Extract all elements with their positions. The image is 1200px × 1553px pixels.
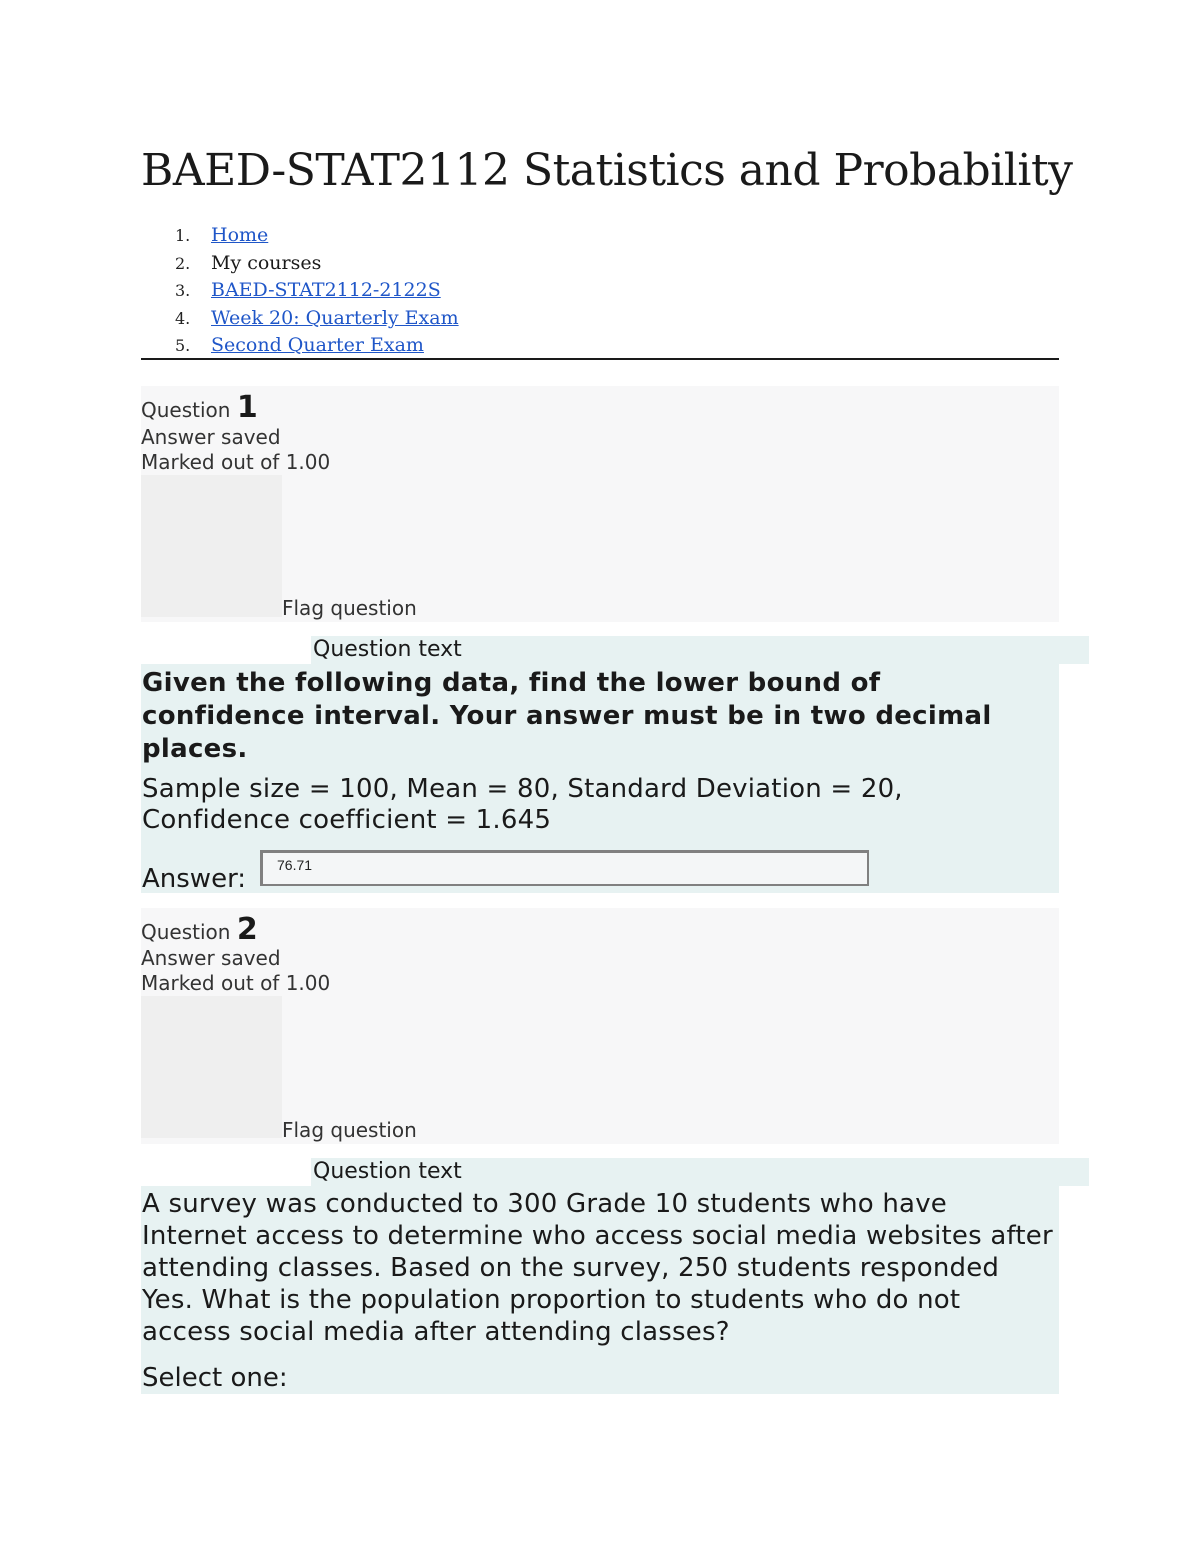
question-1-data: Sample size = 100, Mean = 80, Standard Deviation = 20, Confidence coefficient = 1.645: [142, 774, 903, 835]
breadcrumb-number: 4.: [175, 309, 191, 328]
breadcrumb-item-week: [141, 305, 459, 332]
breadcrumb-number: 5.: [175, 336, 191, 355]
question-grade: Marked out of 1.00: [141, 450, 331, 474]
question-text-label: Question text: [311, 636, 1089, 664]
breadcrumb-item-exam: [141, 332, 424, 359]
question-state: Answer saved: [141, 946, 281, 970]
question-text-label: Question text: [311, 1158, 1089, 1186]
page-title: BAED-STAT2112 Statistics and Probability: [141, 145, 1073, 196]
question-number-value: 2: [236, 912, 258, 947]
my-courses-label: My courses: [211, 252, 322, 274]
flag-question-link[interactable]: Flag question: [282, 1118, 417, 1142]
breadcrumb-item-home: [141, 222, 268, 249]
question-1-heading: Given the following data, find the lower bound of confidence interval. Your answer must be in two decimal places.: [142, 668, 992, 764]
flag-icon[interactable]: [141, 475, 282, 617]
question-prefix: Question: [141, 920, 231, 944]
flag-icon[interactable]: [141, 996, 282, 1138]
exam-link[interactable]: Second Quarter Exam: [211, 334, 424, 356]
breadcrumb-number: 2.: [175, 254, 191, 273]
question-2-content: [141, 1186, 1059, 1394]
breadcrumb: [141, 222, 1059, 360]
question-number: [141, 390, 258, 425]
question-2-text: A survey was conducted to 300 Grade 10 students who have Internet access to determine who access social media websites after attending classes. Based on the survey, 250 students responded Yes. What is the population proportion to students who do not access social media after attending classes?: [142, 1189, 1053, 1347]
question-grade: Marked out of 1.00: [141, 971, 331, 995]
course-link[interactable]: BAED-STAT2112-2122S: [211, 279, 441, 301]
answer-label: Answer:: [142, 864, 247, 894]
flag-question-link[interactable]: Flag question: [282, 596, 417, 620]
question-2-info: [141, 908, 1059, 1144]
breadcrumb-item-course: [141, 277, 441, 304]
question-number-value: 1: [236, 390, 258, 425]
answer-input[interactable]: 76.71: [260, 850, 869, 886]
select-one-label: Select one:: [142, 1363, 288, 1393]
breadcrumb-item-my-courses: [141, 250, 321, 277]
week-link[interactable]: Week 20: Quarterly Exam: [211, 307, 459, 329]
question-state: Answer saved: [141, 425, 281, 449]
question-1-content: [141, 664, 1059, 893]
breadcrumb-number: 1.: [175, 226, 191, 245]
question-1-info: [141, 386, 1059, 622]
question-number: [141, 912, 258, 947]
breadcrumb-number: 3.: [175, 281, 191, 300]
home-link[interactable]: Home: [211, 224, 269, 246]
question-prefix: Question: [141, 398, 231, 422]
